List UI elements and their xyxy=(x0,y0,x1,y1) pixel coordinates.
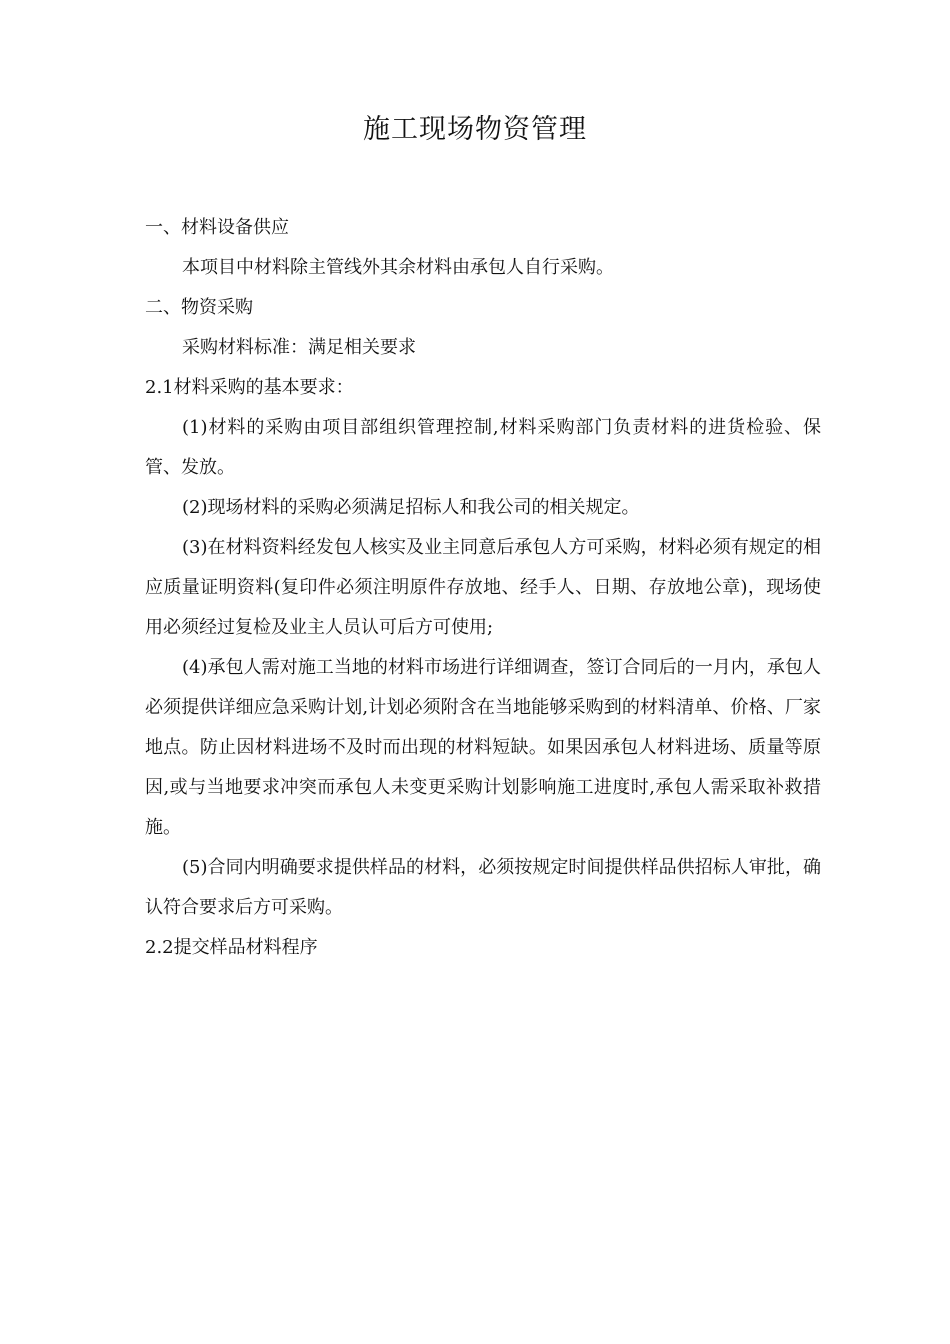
section-heading-1: 一、材料设备供应 xyxy=(145,217,289,238)
requirement-item-3: (3)在材料资料经发包人核实及业主同意后承包人方可采购，材料必须有规定的相应质量证明资料(复印件必须注明原件存放地、经手人、日期、存放地公章)，现场使用必须经过复检及业主人员认可后方可使用; xyxy=(145,537,821,638)
section-body-1: 本项目中材料除主管线外其余材料由承包人自行采购。 xyxy=(182,257,614,278)
section-body-2: 采购材料标准：满足相关要求 xyxy=(182,337,416,358)
requirement-item-4: (4)承包人需对施工当地的材料市场进行详细调查，签订合同后的一月内，承包人必须提供详细应急采购计划,计划必须附含在当地能够采购到的材料清单、价格、厂家地点。防止因材料进场不及时而出现的材料短缺。如果因承包人材料进场、质量等原因,或与当地要求冲突而承包人未变更采购计划影响施工进度时,承包人需采取补救措施。 xyxy=(145,657,821,838)
subsection-heading-2-1: 2.1材料采购的基本要求： xyxy=(145,377,354,398)
requirement-item-1: (1)材料的采购由项目部组织管理控制,材料采购部门负责材料的进货检验、保管、发放。 xyxy=(145,417,821,478)
document-body xyxy=(145,208,821,968)
requirement-item-2: (2)现场材料的采购必须满足招标人和我公司的相关规定。 xyxy=(182,497,640,518)
document-title: 施工现场物资管理 xyxy=(363,114,587,145)
requirement-item-5: (5)合同内明确要求提供样品的材料，必须按规定时间提供样品供招标人审批，确认符合要求后方可采购。 xyxy=(145,857,821,918)
subsection-heading-2-2: 2.2提交样品材料程序 xyxy=(145,937,318,958)
section-heading-2: 二、物资采购 xyxy=(145,297,253,318)
